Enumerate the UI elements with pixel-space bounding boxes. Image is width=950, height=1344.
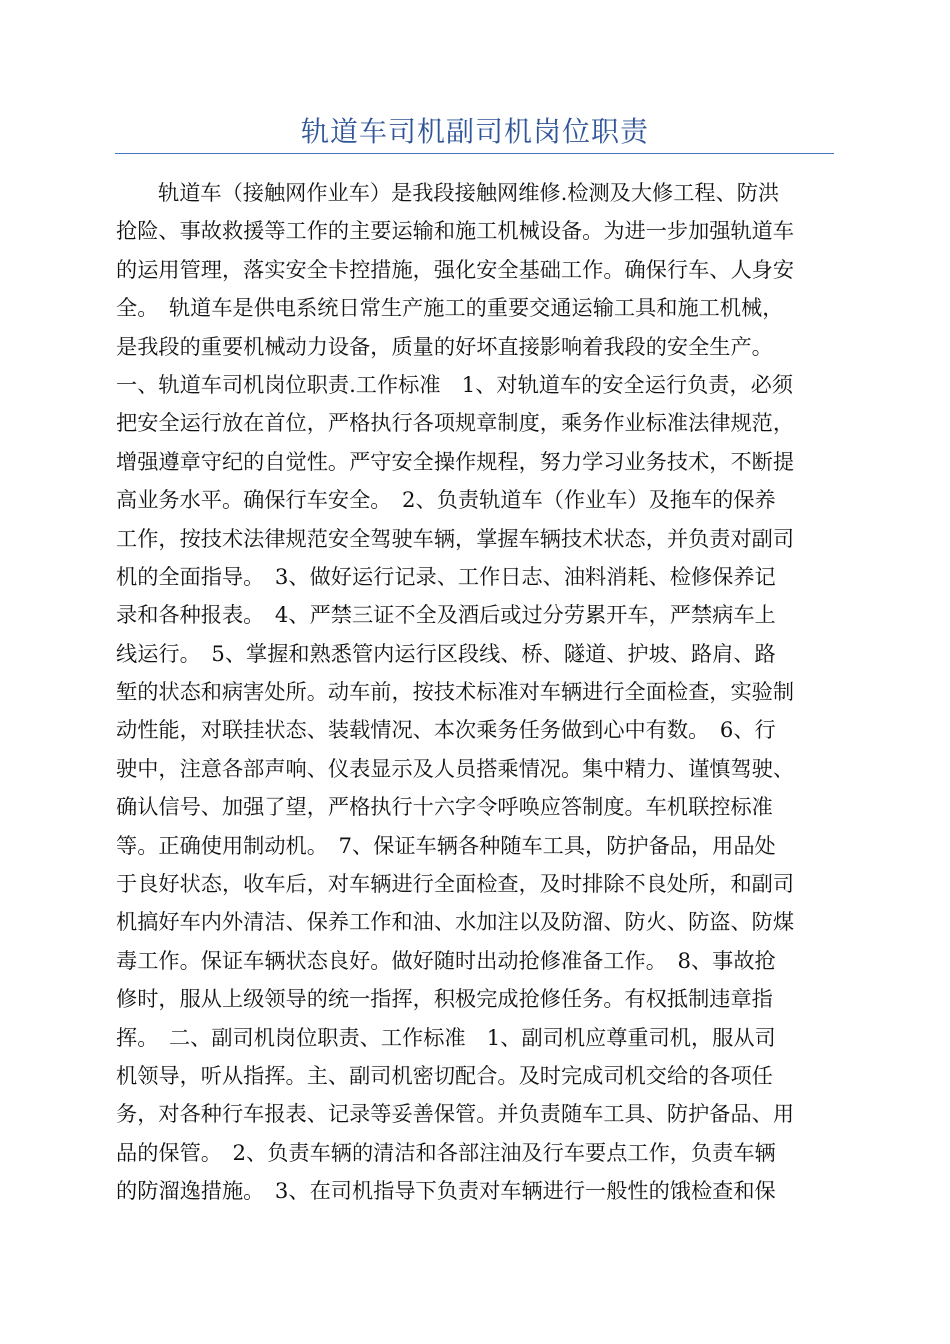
body-text-line: 把安全运行放在首位，严格执行各项规章制度，乘务作业标准法律规范， <box>116 410 795 436</box>
body-text-line: 增强遵章守纪的自觉性。严守安全操作规程，努力学习业务技术，不断提 <box>116 448 795 474</box>
title-underline <box>115 153 834 154</box>
body-text-line: 机搞好车内外清洁、保养工作和油、水加注以及防溜、防火、防盗、防煤 <box>116 909 795 935</box>
body-text-line: 等。正确使用制动机。 7、保证车辆各种随车工具，防护备品，用品处 <box>116 832 776 858</box>
body-text-line: 务，对各种行车报表、记录等妥善保管。并负责随车工具、防护备品、用 <box>116 1101 795 1127</box>
body-text-line: 动性能，对联挂状态、装载情况、本次乘务任务做到心中有数。 6、行 <box>116 717 776 743</box>
body-text-line: 毒工作。保证车辆状态良好。做好随时出动抢修准备工作。 8、事故抢 <box>116 947 776 973</box>
body-text-line: 驶中，注意各部声响、仪表显示及人员搭乘情况。集中精力、谨慎驾驶、 <box>116 755 795 781</box>
body-text-line: 堑的状态和病害处所。动车前，按技术标准对车辆进行全面检查，实验制 <box>116 679 795 705</box>
body-text-line: 全。 轨道车是供电系统日常生产施工的重要交通运输工具和施工机械， <box>116 295 784 321</box>
body-text-line: 修时，服从上级领导的统一指挥，积极完成抢修任务。有权抵制违章指 <box>116 986 773 1012</box>
body-text-line: 品的保管。 2、负责车辆的清洁和各部注油及行车要点工作，负责车辆 <box>116 1139 776 1165</box>
body-text-line: 机的全面指导。 3、做好运行记录、工作日志、油料消耗、检修保养记 <box>116 563 776 589</box>
body-text-line: 的运用管理，落实安全卡控措施，强化安全基础工作。确保行车、人身安 <box>116 256 795 282</box>
body-text-line: 的防溜逸措施。 3、在司机指导下负责对车辆进行一般性的饿检查和保 <box>116 1178 776 1204</box>
body-text-line: 是我段的重要机械动力设备，质量的好坏直接影响着我段的安全生产。 <box>116 333 773 359</box>
body-text-line: 轨道车（接触网作业车）是我段接触网维修.检测及大修工程、防洪 <box>158 180 780 205</box>
body-text-line: 高业务水平。确保行车安全。 2、负责轨道车（作业车）及拖车的保养 <box>116 487 776 513</box>
body-text-line: 一、轨道车司机岗位职责.工作标准 1、对轨道车的安全运行负责，必须 <box>116 371 794 397</box>
body-text-line: 录和各种报表。 4、严禁三证不全及酒后或过分劳累开车，严禁病车上 <box>116 602 776 628</box>
body-text-line: 确认信号、加强了望，严格执行十六字令呼唤应答制度。车机联控标准 <box>116 794 773 820</box>
body-text-line: 线运行。 5、掌握和熟悉管内运行区段线、桥、隧道、护坡、路肩、路 <box>116 640 776 666</box>
document-title: 轨道车司机副司机岗位职责 <box>300 115 649 148</box>
body-text-line: 机领导，听从指挥。主、副司机密切配合。及时完成司机交给的各项任 <box>116 1062 773 1088</box>
body-text-line: 于良好状态，收车后，对车辆进行全面检查，及时排除不良处所，和副司 <box>116 871 795 897</box>
body-text-line: 抢险、事故救援等工作的主要运输和施工机械设备。为进一步加强轨道车 <box>116 218 795 244</box>
body-text-line: 挥。 二、副司机岗位职责、工作标准 1、副司机应尊重司机，服从司 <box>116 1024 776 1050</box>
body-text-line: 工作，按技术法律规范安全驾驶车辆，掌握车辆技术状态，并负责对副司 <box>116 525 795 551</box>
document-body <box>116 174 836 1211</box>
